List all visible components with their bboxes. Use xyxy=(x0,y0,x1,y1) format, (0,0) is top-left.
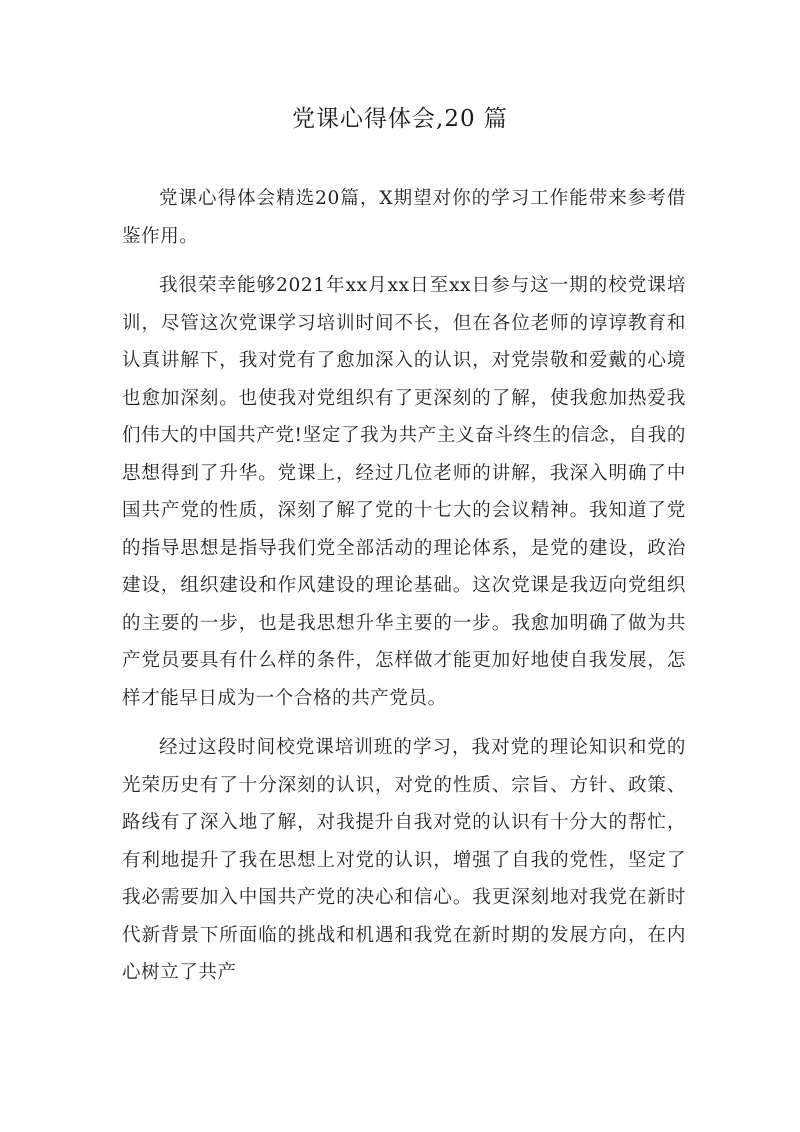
paragraph-training: 我很荣幸能够2021年xx月xx日至xx日参与这一期的校党课培训，尽管这次党课学习培训时间不长，但在各位老师的谆谆教育和认真讲解下，我对党有了愈加深入的认识，对党崇敬和爱戴的心境也愈加深刻。也使我对党组织有了更深刻的了解，使我愈加热爱我们伟大的中国共产党!坚定了我为共产主义奋斗终生的信念，自我的思想得到了升华。党课上，经过几位老师的讲解，我深入明确了中国共产党的性质，深刻了解了党的十七大的会议精神。我知道了党的指导思想是指导我们党全部活动的理论体系，是党的建设，政治建设，组织建设和作风建设的理论基础。这次党课是我迈向党组织的主要的一步，也是我思想升华主要的一步。我愈加明确了做为共产党员要具有什么样的条件，怎样做才能更加好地使自我发展，怎样才能早日成为一个合格的共产党员。 xyxy=(122,275,686,709)
paragraph-intro: 党课心得体会精选20篇，X期望对你的学习工作能带来参考借鉴作用。 xyxy=(122,188,686,247)
document-body xyxy=(122,180,686,1004)
paragraph-learning: 经过这段时间校党课培训班的学习，我对党的理论知识和党的光荣历史有了十分深刻的认识，对党的性质、宗旨、方针、政策、路线有了深入地了解，对我提升自我对党的认识有十分大的帮忙，有利地提升了我在思想上对党的认识，增强了自我的党性，坚定了我必需要加入中国共产党的决心和信心。我更深刻地对我党在新时代新背景下所面临的挑战和机遇和我党在新时期的发展方向，在内心树立了共产 xyxy=(122,737,686,983)
page-title: 党课心得体会,20 篇 xyxy=(292,106,508,132)
